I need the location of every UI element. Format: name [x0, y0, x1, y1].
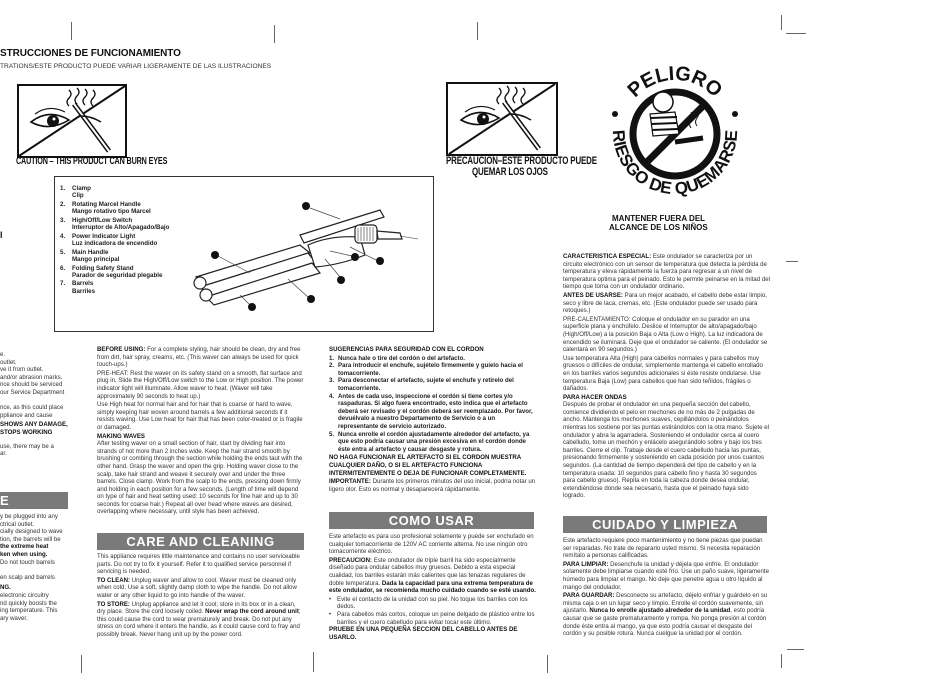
part-item — [60, 265, 180, 279]
edge-line: e. — [0, 351, 6, 358]
making-waves-heading: MAKING WAVES — [97, 432, 145, 440]
part-item — [60, 217, 180, 231]
edge-line: y be plugged into any — [0, 513, 58, 520]
crop-mark — [81, 655, 82, 673]
hacer-ondas-text: Después de probar el ondulador en una pequeña sección del cabello, comience dividiendo el pelo en mechones de no más de 2 pulgadas de ancho. Mantenga los mechones suaves, cepillándolos o peinándolos mientras los sostiene por las puntas estirándolos con la otra mano. Sujete el ondulador y abra la agarradera. Sosteniendo el ondulador cerca al cuero cabelludo, tome un mechón y enlácelo asegurándolo sobre y bajo los tres barriles. Cierre el clip. Trabaje desde el cuero cabelludo hacia las puntas, presionando firmemente y sosteniendo en cada posición por unos cuantos segundos. (La cantidad de tiempo dependerá del tipo de cabello y en la temperatura usada: 10 segundos para cabello fino y hasta 30 segundos para cabello grueso). Repita en toda la cabeza donde desea ondular, extendiéndose donde sea necesario, hasta que el peinado haya sido logrado. — [563, 401, 769, 500]
precaucion-bold: Dada la capacidad para una extrema temperatura de este ondulador, se recomienda mucho cuidado cuando se esté usando. — [329, 579, 536, 595]
part-name-en: Clamp — [72, 185, 91, 192]
edge-line: Do not touch barrels — [0, 558, 55, 566]
como-intro: Este artefacto es para uso profesional solamente y puede ser enchufado en cualquier tomacorriente de 120V AC corriente alterna. No use ningún otro tomacorriente eléctrico. — [329, 533, 534, 556]
triple-barrel-waver-diagram — [190, 195, 420, 315]
part-number: 5. — [60, 248, 66, 256]
care-and-cleaning-bar: CARE AND CLEANING — [97, 533, 304, 550]
edge-line: electronic circuitry — [0, 591, 49, 599]
preheat-text: PRE-HEAT: Rest the waver on its safety stand on a smooth, flat surface and plug in. Slide the High/Off/Low switch to the Low or High position. The power indicator light will illuminate. Allow waver to heat. (Waver will take approximately 90 seconds to heat up.) — [97, 369, 304, 400]
cord-safety-item — [329, 431, 537, 454]
to-clean-label: TO CLEAN: — [97, 576, 131, 584]
item-number: 4. — [329, 392, 335, 400]
edge-line: SHOWS ANY DAMAGE, — [0, 421, 68, 429]
part-name-en: Main Handle — [72, 248, 109, 256]
part-number: 1. — [60, 185, 66, 192]
bullet-item — [329, 596, 537, 611]
precaution-bullets — [329, 596, 537, 626]
edge-line: tion, the barrels will be — [0, 535, 61, 543]
left-edge-column-bottom — [0, 513, 90, 622]
edge-line: cially designed to wave — [0, 528, 63, 536]
edge-line: nd quickly boosts the — [0, 599, 57, 607]
before-using-text: For a complete styling, hair should be clean, dry and free from dirt, hair spray, creams, etc. (This waver can always be used for quick touch-ups.) — [97, 346, 301, 369]
part-item — [60, 280, 180, 294]
temperatura-text: Use temperatura Alta (High) para cabellos normales y para cabellos muy gruesos o difíciles de ondular, simplemente mantenga el cabello enrollado en los barriles varios segundos adicionales si éste resiste ondularse. Use temperatura Baja (Low) para cabellos que han sido teñidos, frágiles o dañados. — [563, 354, 763, 393]
left-edge-ng: NG. — [0, 584, 11, 592]
bullet-text: Evite el contacto de la unidad con su piel. No toque los barriles con los dedos. — [337, 595, 528, 611]
part-name-en: Rotating Marcel Handle — [72, 200, 141, 208]
precaucion-text: Este ondulador de triple barril ha sido especialmente diseñado para ondular cabellos muy gruesos. Debido a esta especial cualidad, los barriles estarán más calientes que las tenazas regulares de doble temperatura. — [329, 556, 526, 587]
precaucion-eye-image — [446, 82, 558, 156]
part-name-es: Interruptor de Alto/Apagado/Bajo — [72, 224, 170, 232]
item-number: 2. — [329, 362, 335, 370]
to-clean-text: Unplug waver and allow to cool. Waver must be cleaned only when cold. Use a soft, slightly damp cloth to wipe the handle. Do not allow water or any other liquid to go into handle of the waver. — [97, 576, 297, 599]
limpiar-label: PARA LIMPIAR: — [563, 560, 609, 568]
heat-use-text: Use High heat for normal hair and for hair that is coarse or hard to wave, simply keeping hair woven around barrels a few additional seconds if it resists waving. Use Low heat for hair that has been color-treated or is fragile or damaged. — [97, 401, 303, 431]
part-name-en: Power Indicator Light — [72, 232, 136, 240]
crop-mark — [547, 655, 548, 673]
item-text: Para desconectar el artefacto, sujete el enchufe y retírelo del tomacorriente. — [338, 377, 514, 392]
crop-mark — [313, 652, 314, 672]
part-name-es: Luz indicadora de encendido — [72, 239, 158, 247]
edge-line: ary waver. — [0, 614, 28, 622]
caracteristica-label: CARACTERISTICA ESPECIAL: — [563, 253, 652, 260]
care-intro: This appliance requires little maintenance and contains no user serviceable parts. Do not try to fix it yourself. Refer it to qualified service personnel if servicing is needed. — [97, 553, 300, 576]
spanish-instructions-column — [563, 253, 770, 501]
part-name-en: High/Off/Low Switch — [72, 216, 133, 224]
precaucion-label: PRECAUCION: — [329, 556, 372, 564]
page-title: STRUCCIONES DE FUNCIONAMIENTO — [0, 48, 181, 59]
edge-line: ing temperature. This — [0, 607, 58, 615]
part-name-en: Barrels — [72, 280, 94, 288]
part-name-es: Clip — [72, 192, 84, 200]
spanish-safety-column — [329, 346, 537, 494]
edge-line: en scalp and barrels — [0, 573, 55, 581]
item-text: Antes de cada uso, inspeccione el cordón si tiene cortes y/o raspaduras. Si algo fuera encontrado, esto indica que el artefacto deberá ser revisado y el cordón deberá ser reemplazado. Por favor, devuélvalo a nuestro Departamento de Servicio o a un representante de servicio autorizado. — [338, 392, 533, 430]
limpiar-text: Desenchufe la unidad y déjela que enfríe. El ondulador solamente debe limpiarse cuando esté frío. Use un paño suave, ligeramente húmedo para limpiar el mango. No deje que penetre agua u otro líquido al mango del ondulador. — [563, 560, 769, 591]
svg-text:RIESGO DE QUEMARSE: RIESGO DE QUEMARSE — [608, 129, 742, 199]
caution-caption: CAUTION – THIS PRODUCT CAN BURN EYES — [16, 156, 168, 167]
como-usar-bar: COMO USAR — [329, 512, 534, 529]
edge-line: STOPS WORKING — [0, 428, 53, 436]
part-name-es: Mango rotativo tipo Marcel — [72, 208, 151, 216]
left-edge-mark: l — [0, 230, 3, 240]
crop-mark — [477, 22, 478, 40]
bullet-text: Para cabellos más cortos, coloque un peine delgado de plástico entre los barriles y el cuero cabelludo para evitar tocar este último. — [337, 610, 535, 626]
pruebe-warning: PRUEBE EN UNA PEQUEÑA SECCION DEL CABELLO ANTES DE USARLO. — [329, 626, 518, 641]
peligro-caption-1: MANTENER FUERA DEL — [612, 214, 706, 223]
part-item — [60, 233, 180, 247]
antes-label: ANTES DE USARSE: — [563, 291, 623, 299]
part-item — [60, 201, 180, 215]
to-store-bold: Never wrap the cord around unit — [205, 608, 299, 616]
to-store-text-2: ; this could cause the cord to wear prematurely and break. Do not put any stress on cord where it enters the handle, as it could cause cord to fray and possibly break. Never hang unit up by the power cord. — [97, 608, 301, 638]
antes-text: Para un mejor acabado, el cabello debe estar limpio, seco y libre de laca, cremas, etc. (Este ondulador puede ser usado para retoques.) — [563, 291, 767, 315]
edge-line: ctrical outlet. — [0, 520, 35, 528]
crop-mark — [781, 654, 782, 668]
left-edge-section-bar: E — [0, 492, 68, 509]
item-text: Nunca hale o tire del cordón o del artefacto. — [338, 354, 465, 362]
precalentamiento-text: PRE-CALENTAMIENTO: Coloque el ondulador en su parador en una superficie plana y enchúfelo. Deslice el Interruptor de alto/apagado/bajo (High/Off/Low) a la posición Baja o Alta (Low o High). La luz indicadora de encendido se iluminará. Deje que el ondulador se caliente. (El ondulador se calentará en 90 segundos.) — [563, 315, 768, 354]
svg-text:PELIGRO: PELIGRO — [623, 62, 727, 102]
item-number: 5. — [329, 430, 335, 438]
edge-line: use, there may be a — [0, 442, 54, 450]
peligro-caption-2: ALCANCE DE LOS NIÑOS — [609, 223, 708, 232]
bullet-dot: • — [329, 595, 332, 603]
cord-safety-item — [329, 362, 537, 377]
item-text: Nunca enrolle el cordón ajustadamente alrededor del artefacto, ya que esto podría causar una presión excesiva en el cordón donde éste entra al artefacto y causar desgaste y rotura. — [338, 430, 530, 453]
to-store-text: Unplug appliance and let it cool; store in its box or in a clean, dry place. Store the cord loosely coiled. — [97, 600, 296, 616]
cord-safety-item — [329, 377, 537, 392]
cuidado-limpieza-bar: CUIDADO Y LIMPIEZA — [563, 516, 767, 533]
part-number: 2. — [60, 200, 66, 208]
edge-line: our Service Department — [0, 388, 65, 396]
left-edge-column — [0, 351, 90, 458]
guardar-label: PARA GUARDAR: — [563, 592, 615, 600]
before-using-label: BEFORE USING: — [97, 346, 146, 353]
importante-text: Durante los primeros minutos del uso inicial, podría notar un ligero olor. Esto es normal y desaparecerá rápidamente. — [329, 478, 536, 493]
edge-line: outlet. — [0, 358, 17, 366]
edge-line — [0, 566, 90, 574]
cuidado-intro: Este artefacto requiere poco mantenimiento y no tiene piezas que puedan ser reparadas. No trate de repararlo usted mismo. Si necesita reparación remítalo a personas calificadas. — [563, 537, 763, 560]
caracteristica-text: Este ondulador se caracteriza por un circuito electrónico con un sensor de temperatura que detecta la pérdida de temperatura y eleva rápidamente la fuerza para regresar a un nivel de temperatura optima para el peinado. Esto le permite peinarse en la mitad del tiempo que toma con un ondulador ordinario. — [563, 253, 770, 291]
cord-safety-item — [329, 355, 537, 363]
cord-safety-list — [329, 355, 537, 454]
bullet-item — [329, 611, 537, 626]
eye-burn-warning-icon — [19, 86, 125, 156]
part-name-es: Barriles — [72, 287, 96, 295]
edge-line: the extreme heat — [0, 543, 49, 551]
making-waves-text: After testing waver on a small section of hair, start by dividing hair into strands of not more than 2 inches wide. Keep the hair strand smooth by brushing or combing through the section while holding the ends taut with the other hand. Grasp the waver and open the grip. Holding waver close to the scalp, take hair strand and weave it securely over and under the three barrels. Close clamp. Work from the scalp to the ends, pressing down firmly and holding in each position for a few seconds. (Length of time will depend on type of hair and heat setting used: 10 seconds for fine hair and up to 30 seconds for coarse hair.) Repeat all over head where waves are desired, overlapping where necessary, until style has been achieved. — [97, 440, 303, 516]
english-instructions-column — [97, 346, 304, 517]
edge-line: ve it from outlet. — [0, 366, 44, 374]
cuidado-text — [563, 537, 770, 639]
crop-mark — [787, 649, 804, 650]
item-number: 3. — [329, 377, 335, 385]
no-haga-warning: NO HAGA FUNCIONAR EL ARTEFACTO SI EL CORDON MUESTRA CUALQUIER DAÑO, O SI EL ARTEFACTO FUNCIONA INTERMITENTEMENTE O DEJA DE FUNCIONAR COMPLETAMENTE. — [329, 454, 527, 477]
guardar-text-2: , esto podría causar que se gaste prematuramente y rompa. No ponga presión al cordón donde éste entra al mango, ya que esto podría causar el desgaste del cordón y su posible rotura. Nunca cuelgue la unidad por el cordón. — [563, 607, 767, 638]
como-usar-text — [329, 533, 537, 641]
edge-line — [0, 397, 90, 405]
part-item — [60, 185, 180, 199]
child-burn-prohibition-icon — [595, 62, 755, 212]
crop-mark — [781, 15, 782, 30]
to-store-label: TO STORE: — [97, 600, 130, 608]
guardar-text: Desconecte su artefacto, déjelo enfriar y guárdelo en su misma caja o en un lugar seco y limpio. Enrolle el cordón suavemente, sin ajustarlo. — [563, 592, 768, 615]
eye-burn-warning-icon — [448, 84, 556, 154]
importante-label: IMPORTANTE: — [329, 478, 371, 486]
edge-line: ar. — [0, 450, 7, 458]
crop-mark — [274, 25, 275, 43]
edge-line: nce, as this could place — [0, 404, 64, 412]
care-cleaning-text — [97, 553, 304, 640]
caution-eye-image — [17, 84, 127, 158]
crop-mark — [786, 33, 806, 34]
crop-mark — [786, 261, 798, 262]
part-name-es: Mango principal — [72, 255, 120, 263]
part-number: 6. — [60, 264, 66, 272]
cord-safety-item — [329, 393, 537, 431]
parts-list — [60, 185, 180, 296]
precaucion-caption-2: QUEMAR LOS OJOS — [472, 166, 548, 178]
hacer-ondas-heading: PARA HACER ONDAS — [563, 393, 627, 401]
edge-line: ken when using. — [0, 550, 48, 558]
edge-line: nce should be serviced — [0, 381, 63, 389]
precaucion-caption-1: PRECAUCION–ESTE PRODUCTO PUEDE — [446, 155, 597, 167]
item-number: 1. — [329, 354, 335, 362]
item-text: Para introducir el enchufe, sujételo firmemente y guíelo hacia el tomacorriente. — [338, 362, 523, 377]
edge-line: and/or abrasion marks. — [0, 373, 63, 381]
crop-mark — [71, 22, 72, 40]
edge-line: ppliance and cause — [0, 411, 53, 419]
part-number: 4. — [60, 232, 66, 240]
part-number: 3. — [60, 216, 66, 224]
cord-safety-title: SUGERENCIAS PARA SEGURIDAD CON EL CORDON — [329, 346, 484, 353]
bullet-dot: • — [329, 610, 332, 618]
part-name-es: Parador de seguridad plegable — [72, 271, 163, 279]
part-number: 7. — [60, 280, 66, 288]
page-subtitle: TRATIONS/ESTE PRODUCTO PUEDE VARIAR LIGERAMENTE DE LAS ILUSTRACIONES — [0, 63, 272, 70]
part-item — [60, 249, 180, 263]
guardar-bold: Nunca lo enrolle ajustado alrededor de la unidad — [589, 607, 731, 615]
part-name-en: Folding Safety Stand — [72, 264, 134, 272]
